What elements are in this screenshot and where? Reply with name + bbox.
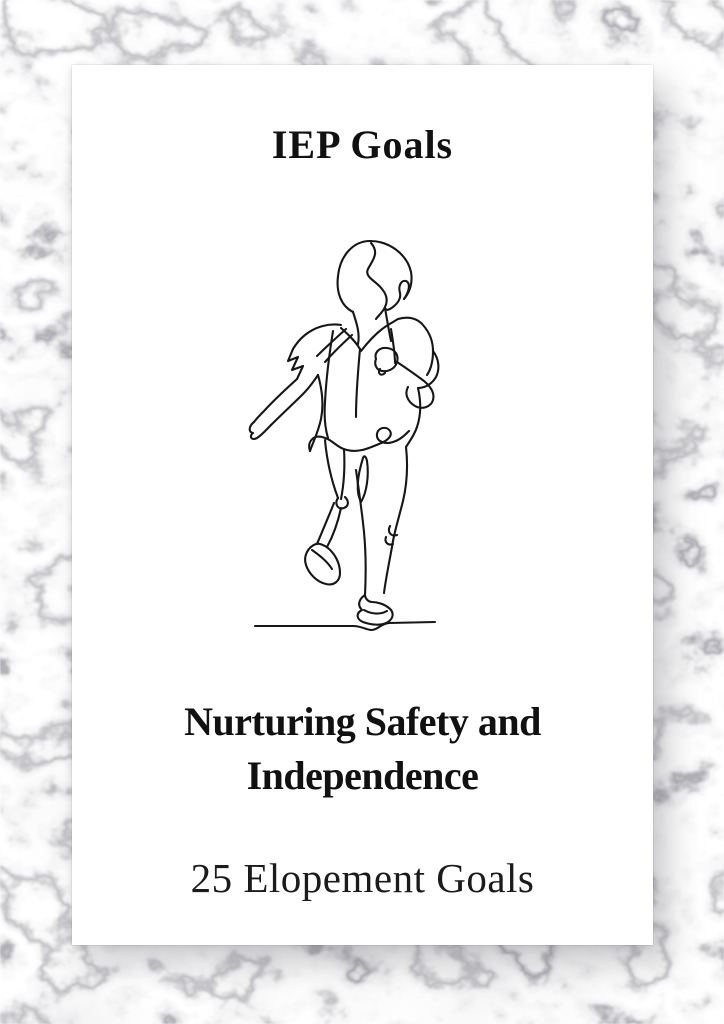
hair-swirl [367,243,386,319]
left-hand [250,422,271,439]
cover-title: IEP Goals [271,122,454,167]
right-forearm-curl [397,362,434,408]
left-shoe-lace [312,550,332,569]
right-arm-inner [391,329,395,363]
ground-line [255,622,435,630]
left-thigh-inner [341,449,344,499]
right-shoe [358,595,393,625]
left-knee-curl [336,497,347,508]
subtitle-line-2: Independence [246,753,479,798]
running-child-illustration [237,230,467,640]
right-knee-crease-2 [385,537,393,545]
left-sleeve-hem [288,349,303,379]
cover-footer: 25 Elopement Goals [190,855,535,901]
left-arm-outer [254,379,297,422]
vest-edge-mid [356,349,360,417]
subtitle-line-1: Nurturing Safety and [184,699,541,744]
cover-page [72,65,653,945]
right-shoe-heel [364,610,387,614]
right-leg-outer [384,447,407,593]
left-shoulder [293,324,341,349]
ear-line [385,281,409,310]
left-shoe [305,544,340,585]
cover-subtitle [72,695,653,803]
left-thigh-front [325,440,338,498]
right-sleeve-flap [418,351,438,388]
